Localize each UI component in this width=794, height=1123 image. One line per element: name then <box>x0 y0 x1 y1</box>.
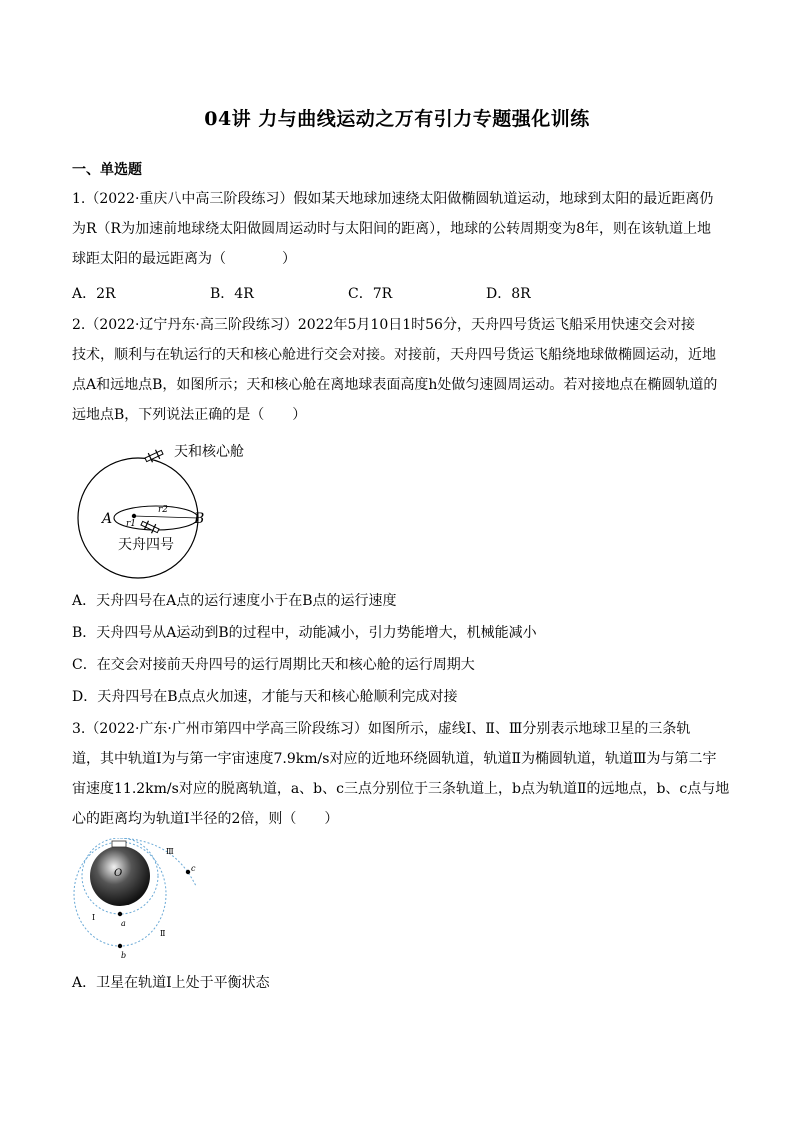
question-2-option-b: B．天舟四号从A运动到B的过程中，动能减小，引力势能增大，机械能减小 <box>72 625 537 641</box>
point-a-label: A <box>102 511 113 527</box>
question-3-option-a: A．卫星在轨道Ⅰ上处于平衡状态 <box>72 975 270 991</box>
question-3-orbit-figure <box>70 838 220 962</box>
tianhe-satellite-icon <box>144 448 165 465</box>
point-a-dot <box>118 912 122 916</box>
question-2-option-a: A．天舟四号在A点的运行速度小于在B点的运行速度 <box>72 593 397 609</box>
radius-line <box>134 516 198 518</box>
tianhe-orbit-circle <box>78 458 198 578</box>
r2-label: r2 <box>158 505 169 515</box>
point-b-label: b <box>121 951 127 960</box>
question-2-orbit-figure <box>70 434 250 584</box>
orbit-iii-label: Ⅲ <box>166 847 174 856</box>
question-1-option-d: D．8R <box>486 286 531 302</box>
question-2-option-d: D．天舟四号在B点点火加速，才能与天和核心舱顺利完成对接 <box>72 689 458 705</box>
orbit-ii-label: Ⅱ <box>160 929 166 938</box>
point-c-dot <box>186 870 190 874</box>
tianzhou-label: 天舟四号 <box>118 537 174 553</box>
question-3-stem <box>72 714 730 834</box>
question-3-line: 道，其中轨道Ⅰ为与第一宇宙速度7.9km/s对应的近地环绕圆轨道，轨道Ⅱ为椭圆轨道，轨道Ⅲ为与第二宇 <box>72 751 717 767</box>
question-1-line: 为R（R为加速前地球绕太阳做圆周运动时与太阳间的距离），地球的公转周期变为8年，则在该轨道上地 <box>72 221 711 237</box>
question-3-line: 心的距离均为轨道Ⅰ半径的2倍，则（ ） <box>72 811 339 827</box>
question-2-option-c: C．在交会对接前天舟四号的运行周期比天和核心舱的运行周期大 <box>72 657 475 673</box>
tianzhou-satellite-icon <box>140 519 161 536</box>
question-1-line: 球距太阳的最远距离为（ ） <box>72 251 296 267</box>
question-1-option-a: A．2R <box>72 286 116 302</box>
document-title: 04讲 力与曲线运动之万有引力专题强化训练 <box>204 108 590 130</box>
point-c-label: c <box>191 864 196 873</box>
orbit-i-label: Ⅰ <box>92 913 96 922</box>
tianhe-label: 天和核心舱 <box>174 444 244 460</box>
question-2-line: 技术，顺利与在轨运行的天和核心舱进行交会对接。对接前，天舟四号货运飞船绕地球做椭圆运动，近地 <box>72 347 716 363</box>
point-a-label: a <box>121 919 126 928</box>
question-3-line: 3.（2022·广东·广州市第四中学高三阶段练习）如图所示，虚线Ⅰ、Ⅱ、Ⅲ分别表示地球卫星的三条轨 <box>72 721 691 737</box>
question-2-line: 2.（2022·辽宁丹东·高三阶段练习）2022年5月10日1时56分，天舟四号货运飞船采用快速交会对接 <box>72 317 695 333</box>
question-1-stem <box>72 184 722 274</box>
point-b-dot <box>118 944 122 948</box>
question-2-line: 远地点B，下列说法正确的是（ ） <box>72 407 307 423</box>
question-3-line: 宙速度11.2km/s对应的脱离轨道，a、b、c三点分别位于三条轨道上，b点为轨道Ⅱ的远地点，b、c点与地 <box>72 781 730 797</box>
center-o-label: O <box>114 868 123 879</box>
section-heading: 一、单选题 <box>72 162 142 178</box>
question-1-option-c: C．7R <box>348 286 393 302</box>
question-2-line: 点A和远地点B，如图所示；天和核心舱在离地球表面高度h处做匀速圆周运动。若对接地点在椭圆轨道的 <box>72 377 718 393</box>
question-1-option-b: B．4R <box>210 286 254 302</box>
r1-label: r1 <box>126 519 137 529</box>
question-2-stem <box>72 310 722 430</box>
satellite-icon <box>112 841 126 847</box>
point-b-label: B <box>194 511 205 527</box>
question-1-line: 1.（2022·重庆八中高三阶段练习）假如某天地球加速绕太阳做椭圆轨道运动，地球到太阳的最近距离仍 <box>72 191 714 207</box>
